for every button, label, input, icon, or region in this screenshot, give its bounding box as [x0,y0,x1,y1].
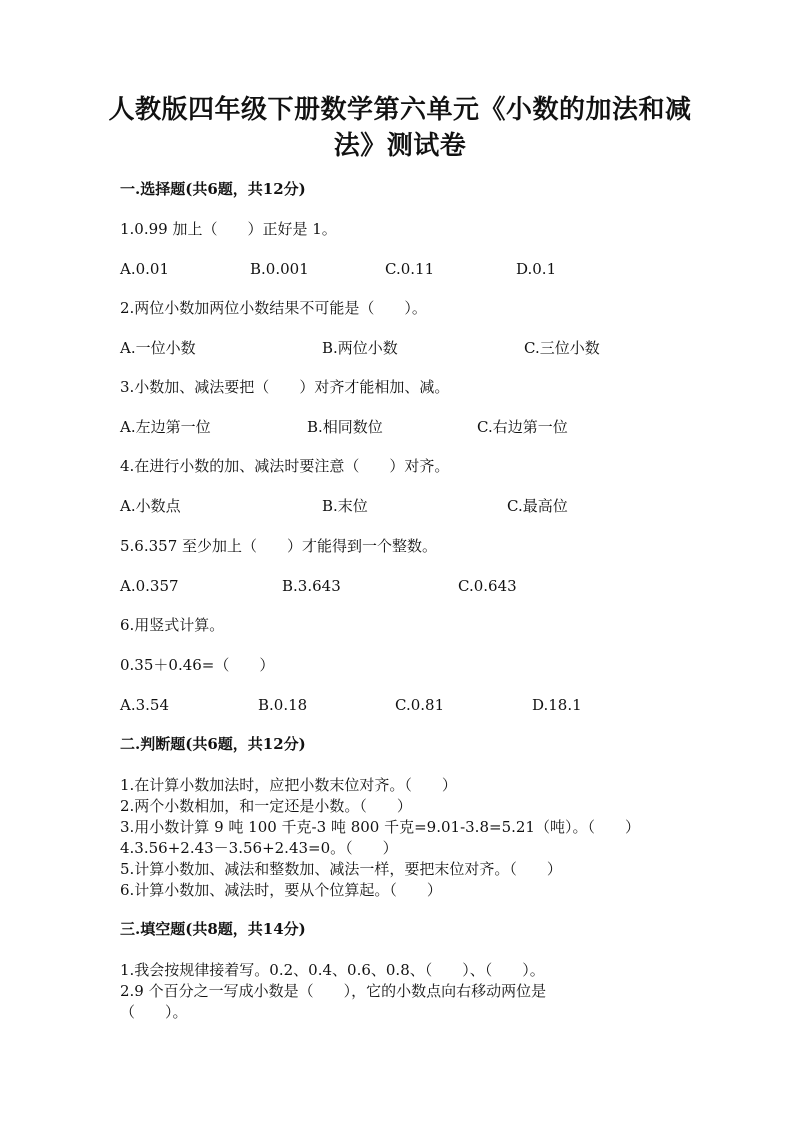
option-b: B.相同数位 [307,418,383,436]
option-c: C.右边第一位 [477,418,568,436]
option-a: A.3.54 [120,696,169,714]
page-title [60,92,740,164]
question-text: 3.小数加、减法要把（ ）对齐才能相加、减。 [120,378,450,396]
option-a: A.0.357 [120,577,179,595]
section-heading-fill-blank: 三.填空题(共8题，共14分) [120,920,306,938]
title-line-2: 法》测试卷 [333,131,467,161]
section-heading-choice: 一.选择题(共6题，共12分) [120,180,306,198]
option-a: A.小数点 [120,497,181,515]
question-text: 4.在进行小数的加、减法时要注意（ ）对齐。 [120,457,450,475]
option-c: C.三位小数 [524,339,600,357]
option-b: B.0.18 [258,696,308,714]
judgement-item: 4.3.56+2.43－3.56+2.43=0。（ ） [120,839,398,857]
question-text: 1.0.99 加上（ ）正好是 1。 [120,220,337,238]
option-b: B.0.001 [250,260,309,278]
option-d: D.18.1 [532,696,582,714]
title-line-1: 人教版四年级下册数学第六单元《小数的加法和减 [108,95,692,125]
option-c: C.0.11 [385,260,435,278]
fill-blank-item: 2.9 个百分之一写成小数是（ ），它的小数点向右移动两位是 [120,982,547,1000]
judgement-item: 3.用小数计算 9 吨 100 千克-3 吨 800 千克=9.01-3.8=5.21（吨）。（ ） [120,818,640,836]
judgement-item: 6.计算小数加、减法时，要从个位算起。（ ） [120,881,442,899]
option-c: C.0.643 [458,577,517,595]
option-a: A.一位小数 [120,339,196,357]
option-c: C.最高位 [507,497,568,515]
question-text: 5.6.357 至少加上（ ）才能得到一个整数。 [120,537,438,555]
question-text: 6.用竖式计算。 [120,616,225,634]
fill-blank-item-continuation: （ ）。 [120,1003,188,1021]
question-text: 2.两位小数加两位小数结果不可能是（ ）。 [120,299,427,317]
judgement-item: 1.在计算小数加法时，应把小数末位对齐。（ ） [120,776,457,794]
question-subtext: 0.35＋0.46=（ ） [120,656,275,674]
judgement-item: 5.计算小数加、减法和整数加、减法一样，要把末位对齐。（ ） [120,860,562,878]
fill-blank-item: 1.我会按规律接着写。0.2、0.4、0.6、0.8、（ ）、（ ）。 [120,961,545,979]
option-a: A.0.01 [120,260,169,278]
option-b: B.末位 [322,497,368,515]
option-c: C.0.81 [395,696,445,714]
judgement-item: 2.两个小数相加，和一定还是小数。（ ） [120,797,412,815]
option-a: A.左边第一位 [120,418,211,436]
option-d: D.0.1 [516,260,557,278]
option-b: B.3.643 [282,577,341,595]
section-heading-judgement: 二.判断题(共6题，共12分) [120,735,306,753]
option-b: B.两位小数 [322,339,398,357]
